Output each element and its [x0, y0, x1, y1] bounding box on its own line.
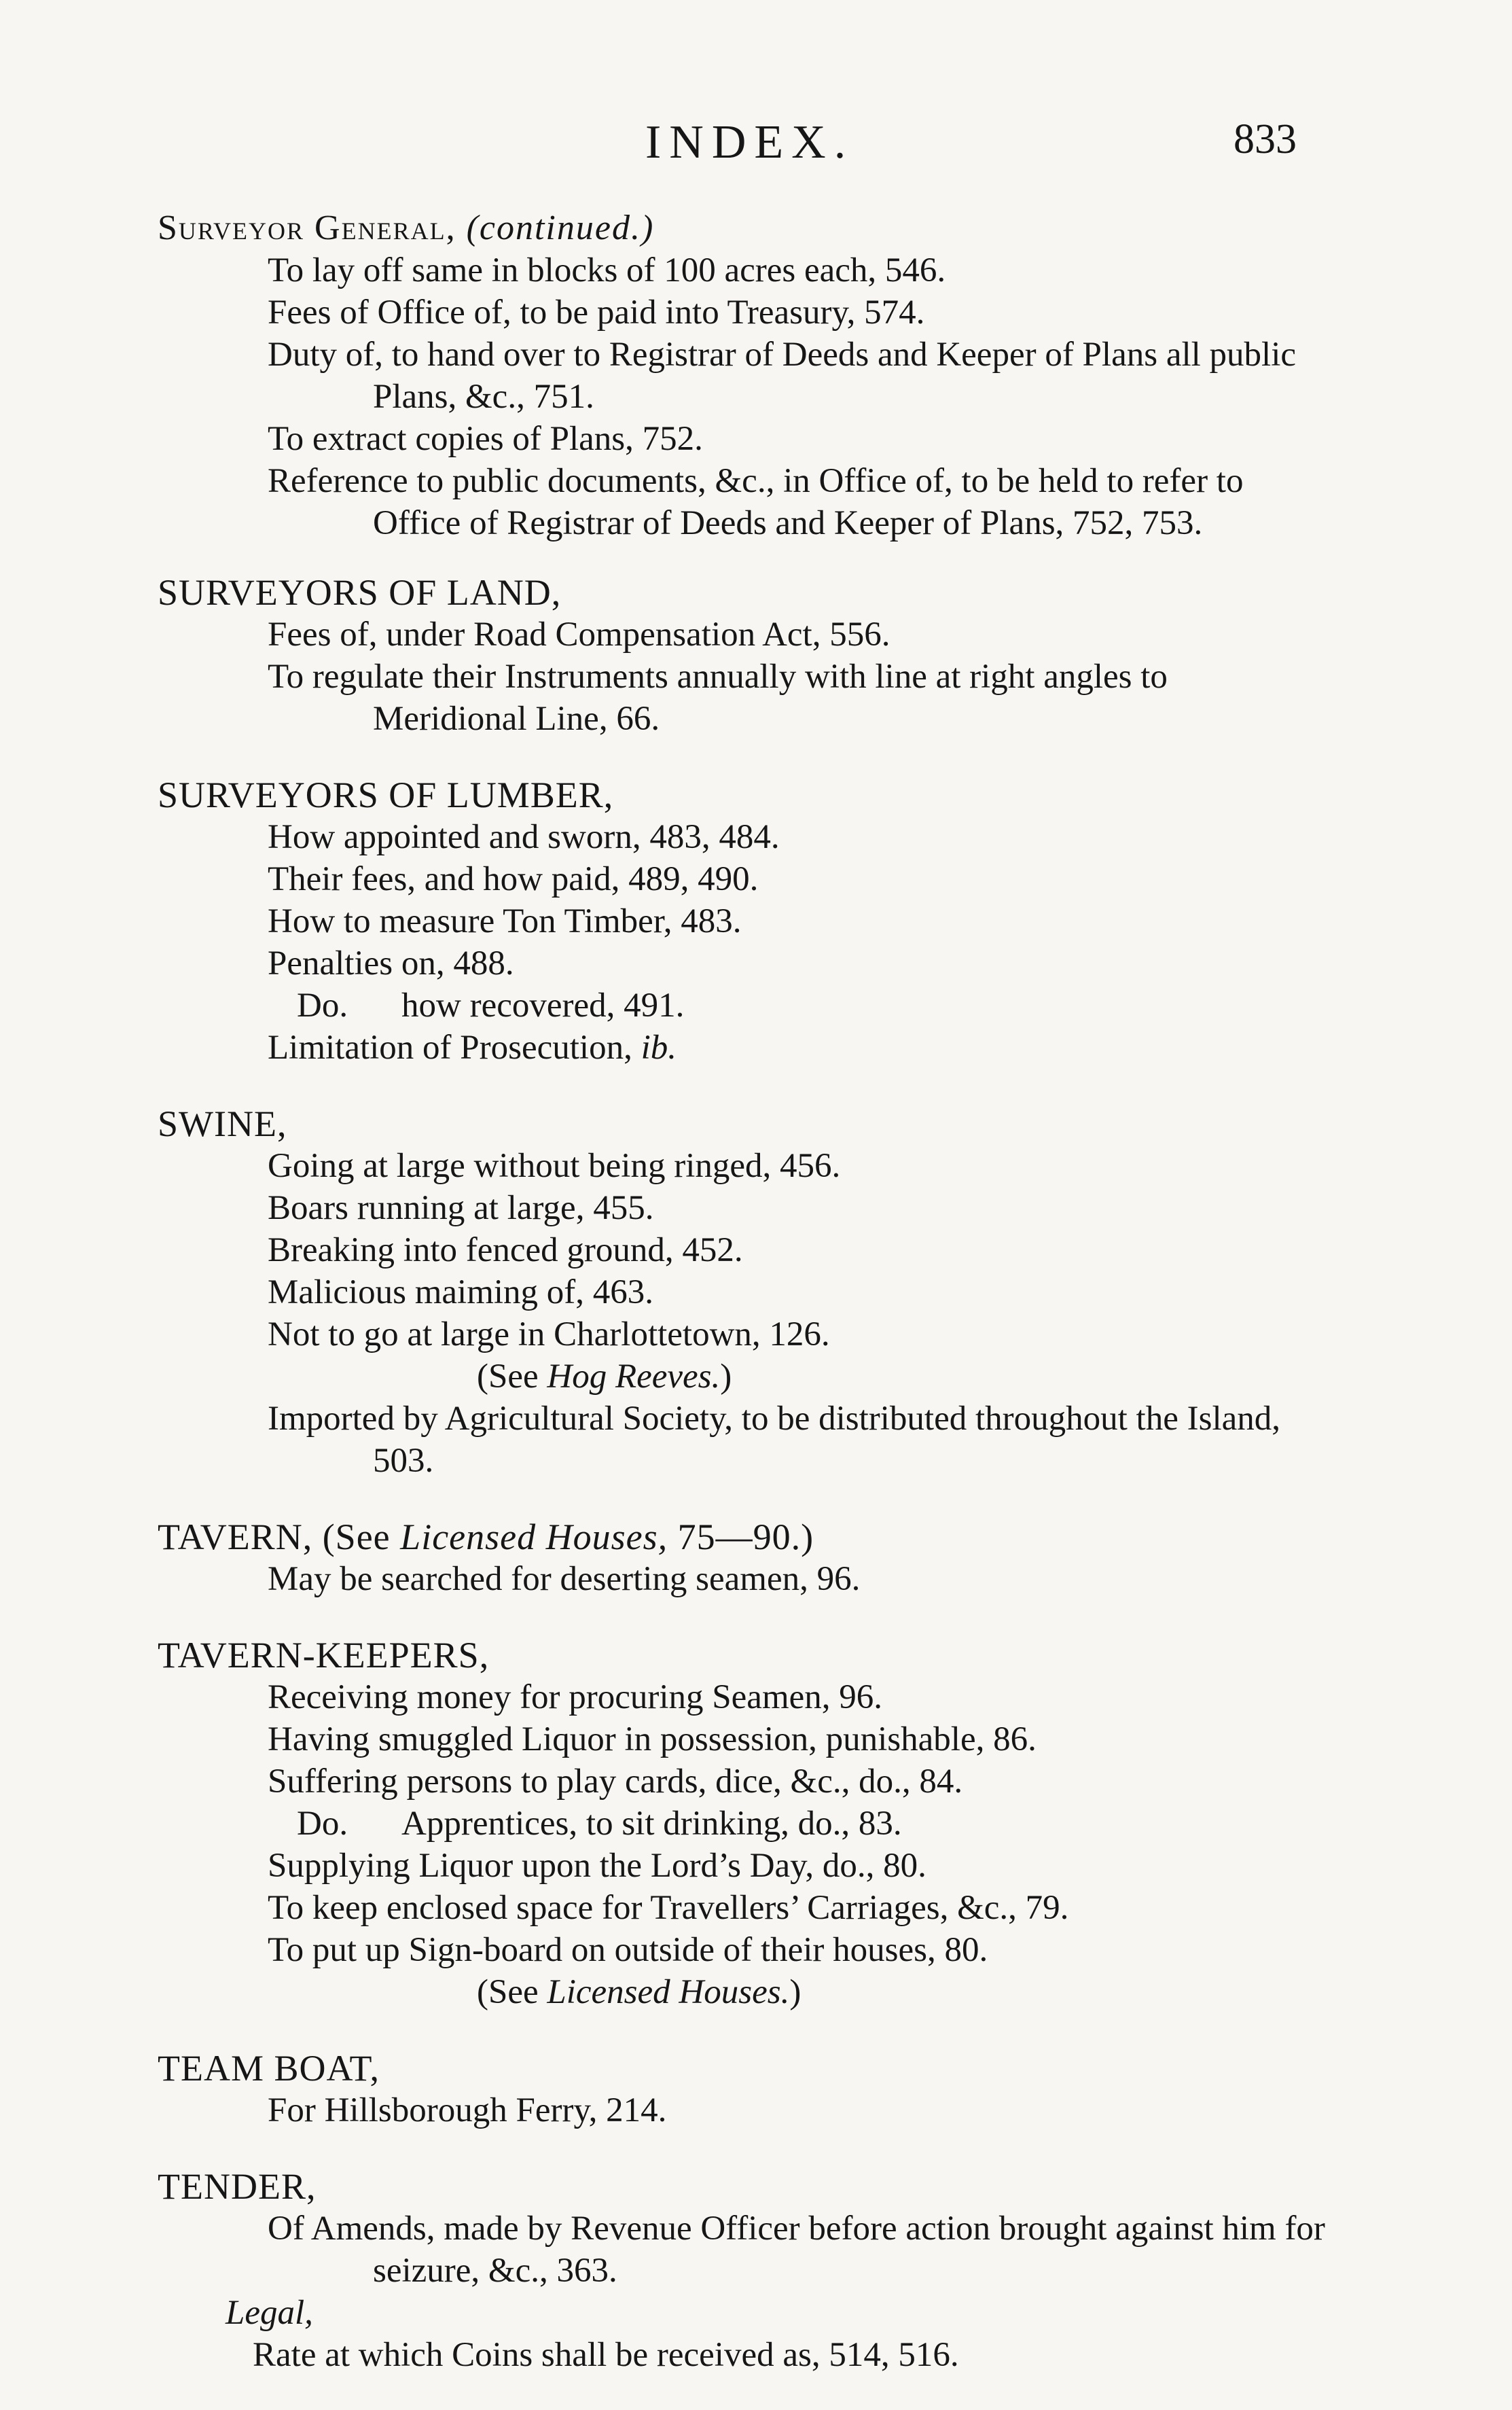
index-subentry: For Hillsborough Ferry, 214.: [268, 2091, 667, 2129]
entry-heading: SURVEYORS OF LAND,: [158, 572, 562, 613]
ditto-text: how recovered, 491.: [401, 987, 685, 1025]
index-entry-surveyors-of-lumber: [158, 774, 1326, 1069]
ditto-mark: Do.: [297, 1805, 348, 1843]
index-subentry: Duty of, to hand over to Registrar of Deeds and Keeper of Plans all public Plans, &c., 751.: [268, 336, 1297, 416]
index-subentry: Breaking into fenced ground, 452.: [268, 1231, 743, 1269]
index-subentry: To keep enclosed space for Travellers’ Carriages, &c., 79.: [268, 1889, 1069, 1927]
index-subentry: Suffering persons to play cards, dice, &c., do., 84.: [268, 1762, 963, 1801]
see-open: (See: [322, 1517, 401, 1557]
index-entry-tavern-keepers: [158, 1634, 1326, 2013]
index-subentry: To put up Sign-board on outside of their houses, 80.: [268, 1931, 988, 1969]
entry-heading: SURVEYORS OF LUMBER,: [158, 775, 614, 815]
index-subentry: [268, 1027, 1326, 1069]
see-ref: Hog Reeves.: [547, 1358, 721, 1396]
ditto-text: Apprentices, to sit drinking, do., 83.: [401, 1805, 902, 1843]
see-open: (See: [477, 1973, 547, 2011]
index-subentry: Reference to public documents, &c., in Office of, to be held to refer to Office of Registrar of Deeds and Keeper of Plans, 752, 753.: [268, 462, 1244, 542]
index-subentry: Having smuggled Liquor in possession, punishable, 86.: [268, 1720, 1037, 1758]
heading-text: Surveyor General,: [158, 209, 456, 247]
index-entry-surveyor-general: [158, 207, 1326, 544]
see-close: ): [789, 1973, 802, 2011]
index-subentry: Fees of Office of, to be paid into Treasury, 574.: [268, 294, 925, 332]
see-open: (See: [477, 1358, 547, 1396]
entry-heading: TEAM BOAT,: [158, 2048, 380, 2089]
index-subentry: To regulate their Instruments annually with line at right angles to Meridional Line, 66.: [268, 658, 1168, 738]
sub-heading-legal: Legal,: [226, 2294, 313, 2332]
index-subentry: Their fees, and how paid, 489, 490.: [268, 860, 759, 898]
index-subentry-ditto: [297, 1803, 1326, 1845]
entry-heading: [158, 207, 1326, 249]
index-content: [158, 207, 1326, 2410]
page-header: [0, 116, 1512, 183]
entry-heading: TAVERN-KEEPERS,: [158, 1635, 490, 1676]
index-subentry: How to measure Ton Timber, 483.: [268, 902, 742, 940]
index-subentry: Receiving money for procuring Seamen, 96.: [268, 1678, 883, 1716]
index-subentry: Supplying Liquor upon the Lord’s Day, do., 80.: [268, 1847, 926, 1885]
index-subentry: Malicious maiming of, 463.: [268, 1273, 654, 1311]
index-subentry: Of Amends, made by Revenue Officer before action brought against him for seizure, &c., 363.: [268, 2210, 1325, 2290]
heading-qualifier: (continued.): [466, 209, 655, 247]
index-subentry: Going at large without being ringed, 456.: [268, 1147, 841, 1185]
index-subentry: Imported by Agricultural Society, to be distributed throughout the Island, 503.: [268, 1400, 1281, 1480]
index-subentry: Not to go at large in Charlottetown, 126.: [268, 1315, 830, 1353]
index-entry-surveyors-of-land: [158, 571, 1326, 740]
see-ref: Licensed Houses,: [400, 1517, 668, 1557]
index-subentry: Fees of, under Road Compensation Act, 556.: [268, 616, 890, 654]
index-subentry: Boars running at large, 455.: [268, 1189, 654, 1227]
index-subentry-ditto: [297, 985, 1326, 1027]
subentry-text: Limitation of Prosecution,: [268, 1029, 641, 1067]
subentry-ref: ib.: [641, 1029, 677, 1067]
ditto-mark: Do.: [297, 987, 348, 1025]
entry-heading: TENDER,: [158, 2166, 317, 2207]
index-subentry: To extract copies of Plans, 752.: [268, 420, 703, 458]
index-entry-tender: [158, 2165, 1326, 2376]
entry-heading: SWINE,: [158, 1103, 287, 1144]
index-entry-swine: [158, 1103, 1326, 1482]
page-title: INDEX.: [645, 116, 854, 169]
page-number: 833: [1234, 116, 1297, 162]
entry-heading: [158, 1516, 1326, 1558]
heading-text: TAVERN,: [158, 1517, 313, 1557]
see-close: 75—90.): [668, 1517, 814, 1557]
index-subentry: Penalties on, 488.: [268, 944, 514, 982]
index-entry-tavern: [158, 1516, 1326, 1600]
index-entry-team-boat: [158, 2047, 1326, 2131]
index-subentry: To lay off same in blocks of 100 acres each, 546.: [268, 251, 946, 289]
see-close: ): [720, 1358, 732, 1396]
see-reference: [477, 1971, 1326, 2013]
see-reference: [477, 1355, 1326, 1398]
index-subentry: Rate at which Coins shall be received as, 514, 516.: [253, 2336, 959, 2374]
index-subentry: May be searched for deserting seamen, 96.: [268, 1560, 861, 1598]
see-ref: Licensed Houses.: [547, 1973, 790, 2011]
index-subentry: How appointed and sworn, 483, 484.: [268, 818, 780, 856]
